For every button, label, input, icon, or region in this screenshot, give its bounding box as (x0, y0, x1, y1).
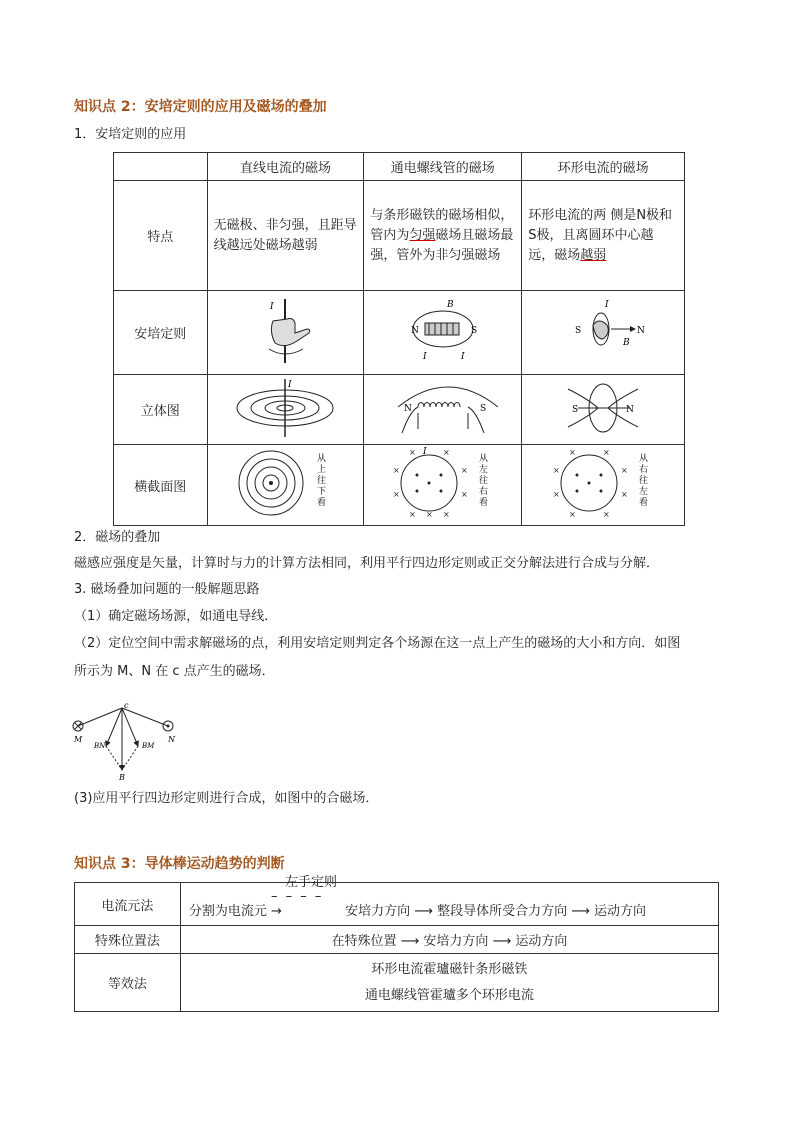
svg-text:×: × (603, 448, 610, 457)
label-N: N (410, 325, 419, 336)
svg-text:×: × (408, 448, 416, 457)
cross-straight-figure (225, 447, 345, 519)
cell-rule-solenoid (364, 291, 522, 375)
feature-solenoid-text-a: 与条形磁铁的磁场相似，管内为 (370, 207, 514, 243)
row-label-current-element: 电流元法 (75, 883, 181, 926)
label-I: I (460, 351, 465, 362)
svg-text:×: × (408, 510, 416, 519)
equivalent-line-2: 通电螺线管霍瓐多个环形电流 (364, 987, 534, 1003)
flow-step-a: 在特殊位置 (331, 934, 397, 949)
label-S: S (575, 325, 582, 336)
ampere-rule-table (113, 152, 685, 526)
header-solenoid: 通电螺线管的磁场 (364, 153, 522, 181)
feature-ring (522, 181, 685, 291)
cell-cross-solenoid (364, 445, 522, 526)
row-label-equivalent: 等效法 (75, 954, 181, 1012)
cell-cross-ring (522, 445, 685, 526)
view-note-right-left (639, 452, 648, 508)
row-label-feature: 特点 (114, 181, 208, 291)
flow-step-c: 整段导体所受合力方向 (437, 904, 568, 919)
section2-heading: 知识点 2：安培定则的应用及磁场的叠加 (74, 99, 327, 115)
corner-cell (114, 153, 208, 181)
view-note-left-right (479, 452, 488, 508)
label-S: S (470, 325, 477, 336)
label-N: N (403, 403, 412, 414)
3d-straight-figure (230, 377, 340, 439)
label-BN: BN (94, 742, 106, 750)
note-char: 看 (317, 498, 327, 508)
svg-text:×: × (442, 510, 450, 519)
label-c: c (124, 701, 129, 710)
label-S: S (572, 404, 579, 415)
label-B: B (119, 773, 125, 782)
step-3: (3)应用平行四边形定则进行合成，如图中的合磁场． (74, 791, 379, 806)
note-char: 上 (317, 465, 327, 475)
cell-cross-straight (207, 445, 364, 526)
label-BM: BM (142, 742, 155, 750)
feature-ring-underline: 越弱 (580, 247, 607, 263)
feature-straight: 无磁极、非匀强，且距导线越远处磁场越弱 (207, 181, 364, 291)
step-1: （1）确定磁场场源，如通电导线． (74, 609, 278, 624)
flow-step-c: 运动方向 (515, 934, 568, 949)
arrow-icon: ⟶ (400, 934, 420, 949)
header-straight: 直线电流的磁场 (207, 153, 364, 181)
superposition-diagram (70, 700, 180, 782)
label-B: B (623, 337, 630, 348)
arrow-icon: ⟶ (492, 934, 512, 949)
cell-rule-ring (522, 291, 685, 375)
label-N: N (637, 325, 645, 336)
current-element-flow (180, 875, 718, 926)
feature-solenoid-underline: 匀强 (409, 227, 436, 243)
flow-step-d: 运动方向 (594, 904, 647, 919)
row-label-special-position: 特殊位置法 (75, 926, 181, 954)
svg-text:×: × (553, 466, 560, 475)
label-I: I (605, 299, 609, 310)
sub-heading-1: 1．安培定则的应用 (74, 127, 187, 142)
flow-step-b: 安培力方向 (345, 904, 411, 919)
equivalent-content (180, 954, 718, 1012)
left-hand-rule-arrow: 左手定则 – – – – → (271, 889, 341, 919)
arrow-icon: ⟶ (414, 904, 433, 919)
note-char: 左 (639, 487, 649, 497)
label-I: I (288, 379, 293, 390)
header-ring: 环形电流的磁场 (522, 153, 685, 181)
3d-solenoid-figure (388, 377, 498, 439)
row-label-cross: 横截面图 (114, 445, 208, 526)
svg-text:×: × (569, 448, 576, 457)
note-char: 从 (478, 454, 488, 464)
step-2-line2: 所示为 M、N 在 c 点产生的磁场． (74, 664, 275, 679)
label-I: I (422, 351, 427, 362)
label-N: N (626, 404, 634, 415)
row-label-rule: 安培定则 (114, 291, 208, 375)
note-char: 右 (478, 487, 488, 497)
svg-text:×: × (603, 510, 610, 519)
note-char: 左 (478, 465, 488, 475)
right-hand-solenoid-figure (393, 295, 493, 367)
feature-solenoid-text-b: 磁场且磁场最强，管外为非匀强磁场 (370, 227, 514, 263)
equivalent-line-1: 环形电流霍瓐磁针条形磁铁 (371, 961, 528, 977)
note-char: 右 (639, 465, 649, 475)
label-N: N (168, 735, 175, 744)
svg-text:×: × (460, 490, 468, 499)
cross-solenoid-figure (383, 447, 503, 519)
cross-ring-figure (543, 447, 663, 519)
note-char: 从 (639, 454, 649, 464)
special-position-flow (180, 926, 718, 954)
cell-3d-solenoid (364, 375, 522, 445)
cell-3d-straight (207, 375, 364, 445)
feature-ring-text-a: 环形电流的两 侧是N极和S极，且离圆环中心越远，磁场 (528, 207, 673, 263)
arrow-icon: ⟶ (571, 904, 590, 919)
sub-heading-2: 2．磁场的叠加 (74, 530, 161, 545)
note-char: 往 (317, 476, 327, 486)
row-label-3d: 立体图 (114, 375, 208, 445)
label-I: I (422, 447, 427, 457)
label-S: S (479, 403, 486, 414)
svg-text:×: × (392, 490, 400, 499)
3d-ring-figure (548, 377, 658, 439)
sub2-text: 磁感应强度是矢量，计算时与力的计算方法相同，利用平行四边形定则或正交分解法进行合成与分解． (74, 556, 660, 571)
section3-heading: 知识点 3：导体棒运动趋势的判断 (74, 856, 285, 872)
arrow-label: 左手定则 (284, 875, 337, 890)
svg-text:×: × (460, 466, 468, 475)
label-I: I (270, 301, 275, 312)
view-note-down (317, 452, 326, 508)
note-char: 往 (478, 476, 488, 486)
note-char: 看 (478, 498, 488, 508)
svg-text:×: × (392, 466, 400, 475)
feature-solenoid (364, 181, 522, 291)
note-char: 下 (317, 487, 327, 497)
step-2-line1: （2）定位空间中需求解磁场的点，利用安培定则判定各个场源在这一点上产生的磁场的大小和方向．如图 (74, 636, 681, 651)
right-hand-ring-figure (553, 295, 653, 367)
cell-3d-ring (522, 375, 685, 445)
conductor-motion-table (74, 875, 719, 1012)
note-char: 看 (639, 498, 649, 508)
flow-step-a: 分割为电流元 (188, 904, 267, 919)
svg-text:×: × (569, 510, 576, 519)
note-char: 往 (639, 476, 649, 486)
label-B: B (446, 299, 454, 310)
cell-rule-straight (207, 291, 364, 375)
svg-text:×: × (442, 448, 450, 457)
svg-text:×: × (553, 490, 560, 499)
label-M: M (74, 735, 83, 744)
sub-heading-3: 3. 磁场叠加问题的一般解题思路 (74, 582, 260, 597)
note-char: 从 (317, 454, 327, 464)
svg-text:×: × (425, 510, 433, 519)
flow-step-b: 安培力方向 (423, 934, 489, 949)
svg-text:×: × (621, 466, 628, 475)
right-hand-straight-figure (245, 295, 325, 367)
svg-text:×: × (621, 490, 628, 499)
